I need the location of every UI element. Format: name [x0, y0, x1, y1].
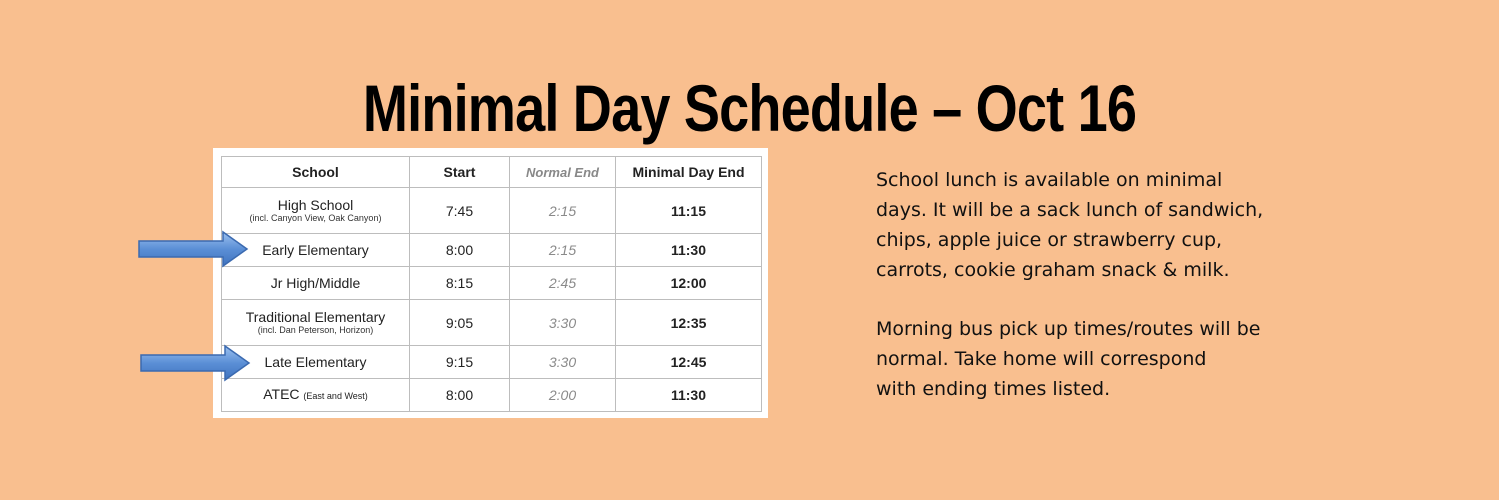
- minimal-end-cell: 12:45: [616, 346, 762, 379]
- school-name: High School: [277, 196, 354, 213]
- school-note: (incl. Canyon View, Oak Canyon): [249, 212, 382, 223]
- right-arrow-icon: [137, 230, 249, 268]
- school-name: Traditional Elementary: [245, 308, 386, 325]
- normal-end-cell: 2:15: [510, 234, 616, 267]
- school-cell: [222, 300, 410, 346]
- start-cell: 8:00: [410, 234, 510, 267]
- header-start: Start: [410, 157, 510, 188]
- bus-info-line: normal. Take home will correspond: [876, 348, 1207, 370]
- lunch-info-line: days. It will be a sack lunch of sandwich,: [876, 199, 1264, 221]
- lunch-info-line: carrots, cookie graham snack & milk.: [876, 259, 1230, 281]
- school-note: (incl. Dan Peterson, Horizon): [257, 324, 374, 335]
- table-row: [222, 300, 762, 346]
- school-cell: [222, 267, 410, 300]
- normal-end-cell: 2:45: [510, 267, 616, 300]
- lunch-info-paragraph: [876, 165, 1316, 285]
- minimal-end-cell: 12:00: [616, 267, 762, 300]
- header-minimal-day-end: Minimal Day End: [616, 157, 762, 188]
- school-name: Jr High/Middle: [270, 275, 361, 291]
- minimal-end-cell: 12:35: [616, 300, 762, 346]
- school-name: ATEC: [263, 386, 300, 402]
- normal-end-cell: 3:30: [510, 300, 616, 346]
- table-row: [222, 346, 762, 379]
- school-cell: [222, 379, 410, 412]
- bus-info-line: with ending times listed.: [876, 378, 1111, 400]
- school-name: Late Elementary: [264, 354, 367, 370]
- table-row: [222, 267, 762, 300]
- minimal-end-cell: 11:30: [616, 379, 762, 412]
- start-cell: 8:00: [410, 379, 510, 412]
- normal-end-cell: 2:00: [510, 379, 616, 412]
- normal-end-cell: 2:15: [510, 188, 616, 234]
- start-cell: 9:15: [410, 346, 510, 379]
- bus-info-line: Morning bus pick up times/routes will be: [876, 318, 1261, 340]
- start-cell: 8:15: [410, 267, 510, 300]
- table-row: [222, 379, 762, 412]
- lunch-info-line: chips, apple juice or strawberry cup,: [876, 229, 1223, 251]
- lunch-info-line: School lunch is available on minimal: [876, 169, 1223, 191]
- minimal-end-cell: 11:30: [616, 234, 762, 267]
- start-cell: 9:05: [410, 300, 510, 346]
- bus-info-paragraph: [876, 314, 1316, 404]
- schedule-table: [221, 156, 762, 412]
- minimal-end-cell: 11:15: [616, 188, 762, 234]
- start-cell: 7:45: [410, 188, 510, 234]
- page-title: Minimal Day Schedule – Oct 16: [362, 71, 1137, 145]
- table-header-row: [222, 157, 762, 188]
- normal-end-cell: 3:30: [510, 346, 616, 379]
- school-cell: [222, 188, 410, 234]
- header-school: School: [222, 157, 410, 188]
- school-note: (East and West): [303, 391, 368, 401]
- header-normal-end: Normal End: [510, 157, 616, 188]
- right-arrow-icon: [139, 344, 251, 382]
- schedule-table-card: [213, 148, 768, 418]
- school-name: Early Elementary: [262, 242, 369, 258]
- table-row: [222, 188, 762, 234]
- table-row: [222, 234, 762, 267]
- school-cell: [222, 234, 410, 267]
